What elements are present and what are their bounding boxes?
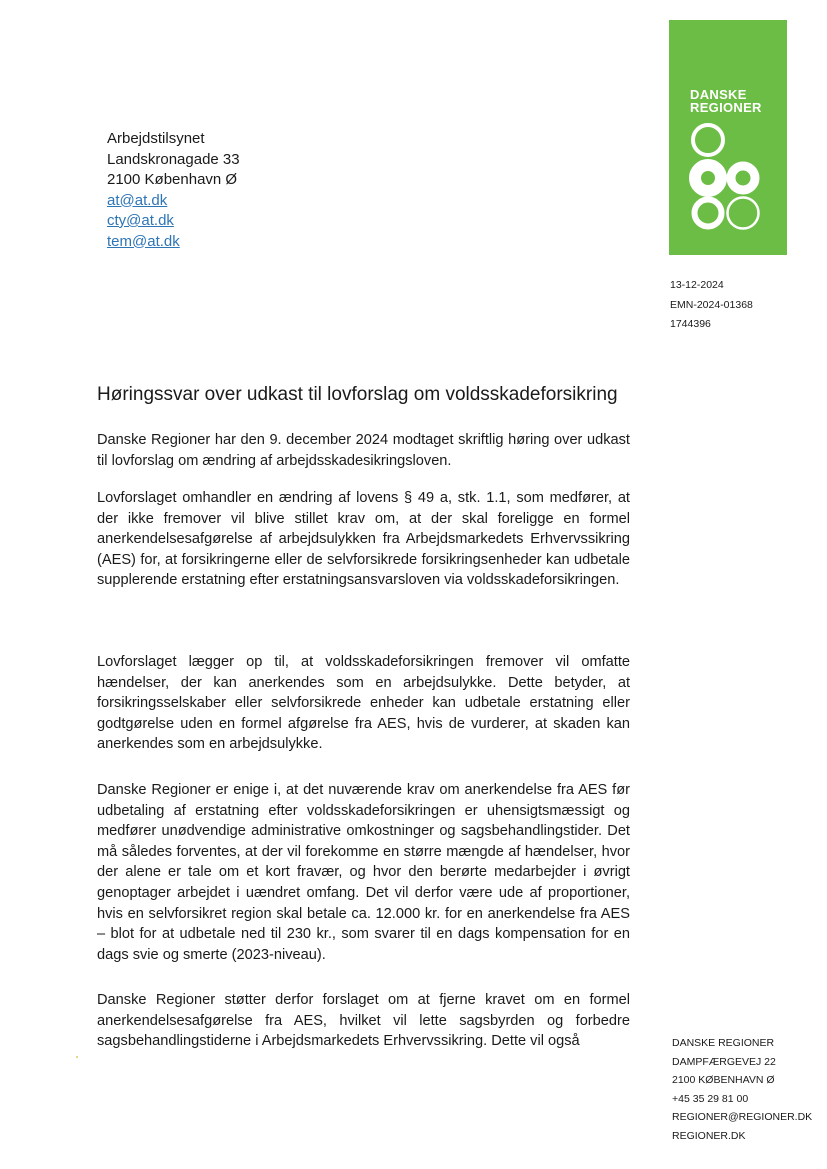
recipient-address bbox=[107, 129, 240, 252]
case-number: EMN-2024-01368 bbox=[670, 298, 753, 311]
paragraph-2: Lovforslaget omhandler en ændring af lovens § 49 a, stk. 1.1, som medfører, at der ikke fremover vil blive stillet krav om, at der skal foreligge en formel anerkendelsesafgørelse af arbejdsulykken fra Arbejdsmarkedets Erhvervssikring (AES) for, at forsikringerne eller de selvforsikrede forsikringsenheder kan udbetale supplerende erstatning efter erstatningsansvarsloven via voldsskadeforsikringen. bbox=[97, 490, 630, 589]
danske-regioner-logo bbox=[669, 20, 787, 255]
footer-email: REGIONER@REGIONER.DK bbox=[672, 1111, 813, 1123]
document-number: 1744396 bbox=[670, 318, 711, 330]
recipient-name: Arbejdstilsynet bbox=[107, 130, 205, 147]
paragraph-3: Lovforslaget lægger op til, at voldsskadeforsikringen fremover vil omfatte hændelser, der kan anerkendes som en arbejdsulykke. Dette betyder, at forsikringsselskaber eller selvforsikrede enheder kan udbetale erstatning eller godtgørelse uden en formel afgørelse fra AES, hvis de vurderer, at skaden kan anerkendes som en arbejdsulykke. bbox=[97, 654, 630, 753]
logo-text-line2: REGIONER bbox=[690, 100, 762, 115]
email-link-tem[interactable]: tem@at.dk bbox=[107, 232, 180, 250]
logo-text bbox=[690, 88, 762, 114]
paragraph-4: Danske Regioner er enige i, at det nuværende krav om anerkendelse fra AES før udbetaling af erstatning efter voldsskadeforsikringen er uhensigtsmæssigt og medfører unødvendige administrative omkostninger og sagsbehandlingstider. Det må således forventes, at der vil forekomme en større mængde af hændelser, hvor der alene er tale om et kort fravær, og hvor den berørte medarbejder i øvrigt genoptager arbejdet i uændret omfang. Det vil derfor være ude af proportioner, hvis en selvforsikret region skal betale ca. 12.000 kr. for en anerkendelse fra AES – blot for at udbetale ned til 230 kr., som svarer til en dags kompensation for en dags svie og smerte (2023-niveau). bbox=[97, 782, 630, 963]
document-meta bbox=[670, 276, 753, 335]
paragraph-5: Danske Regioner støtter derfor forslaget om at fjerne kravet om en formel anerkendelsesafgørelse fra AES, hvilket vil lette sagsbyrden og forbedre sagsbehandlingstiderne i Arbejdsmarkedets Erhvervssikring. Dette vil også bbox=[97, 992, 630, 1050]
logo-text-line1: DANSKE bbox=[690, 87, 747, 102]
email-link-cty[interactable]: cty@at.dk bbox=[107, 212, 174, 229]
logo-circles-icon bbox=[689, 122, 769, 247]
paragraph-1: Danske Regioner har den 9. december 2024 modtaget skriftlig høring over udkast til lovforslag om ændring af arbejdsskadesikringsloven. bbox=[97, 432, 630, 469]
scan-speck bbox=[76, 1056, 78, 1058]
email-link-at[interactable]: at@at.dk bbox=[107, 191, 168, 209]
document-date: 13-12-2024 bbox=[670, 279, 724, 291]
footer-org: DANSKE REGIONER bbox=[672, 1037, 775, 1049]
sender-footer bbox=[672, 1034, 812, 1145]
document-title: Høringssvar over udkast til lovforslag om voldsskadeforsikring bbox=[97, 384, 618, 405]
recipient-city: 2100 København Ø bbox=[107, 171, 238, 188]
footer-street: DAMPFÆRGEVEJ 22 bbox=[672, 1055, 776, 1068]
footer-city: 2100 KØBENHAVN Ø bbox=[672, 1074, 775, 1086]
recipient-street: Landskronagade 33 bbox=[107, 150, 240, 168]
footer-phone: +45 35 29 81 00 bbox=[672, 1092, 749, 1105]
footer-website: REGIONER.DK bbox=[672, 1129, 746, 1142]
